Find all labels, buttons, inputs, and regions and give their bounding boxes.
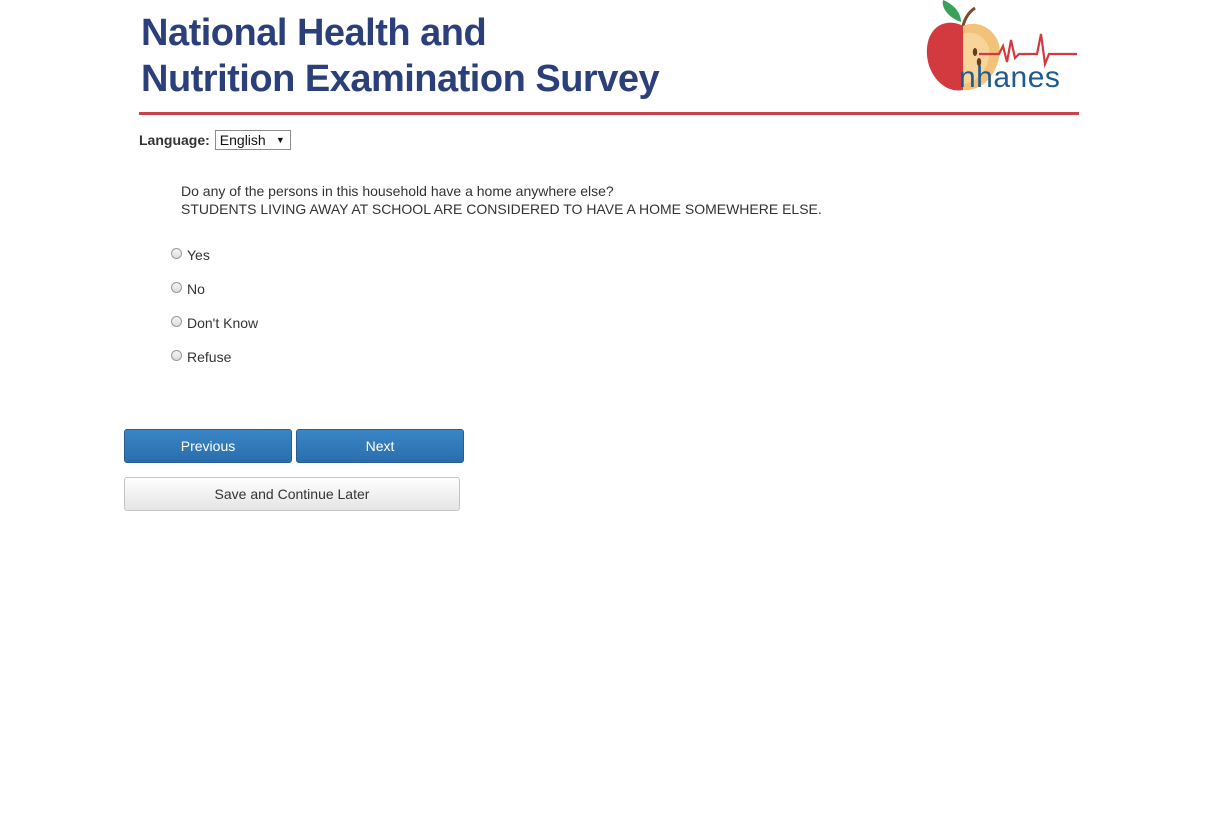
- dropdown-caret-icon: ▼: [275, 135, 285, 145]
- question-instruction: STUDENTS LIVING AWAY AT SCHOOL ARE CONSIDERED TO HAVE A HOME SOMEWHERE ELSE.: [181, 201, 822, 217]
- option-label: Yes: [187, 247, 210, 263]
- site-header: [139, 0, 1079, 112]
- option-label: Don't Know: [187, 315, 259, 331]
- option-yes[interactable]: [171, 245, 258, 265]
- save-and-continue-later-button[interactable]: Save and Continue Later: [124, 477, 460, 511]
- language-label: Language:: [139, 132, 210, 148]
- previous-button[interactable]: Previous: [124, 429, 292, 463]
- language-select[interactable]: [215, 130, 291, 150]
- answer-options: [171, 245, 258, 381]
- radio-button[interactable]: [171, 350, 182, 361]
- radio-button[interactable]: [171, 282, 182, 293]
- language-select-value: English: [219, 132, 266, 148]
- radio-button[interactable]: [171, 316, 182, 327]
- radio-button[interactable]: [171, 248, 182, 259]
- question-text: Do any of the persons in this household have a home anywhere else?: [181, 183, 614, 199]
- site-title: [141, 10, 659, 102]
- nhanes-logo: [919, 0, 1079, 100]
- option-label: Refuse: [187, 349, 232, 365]
- option-label: No: [187, 281, 205, 297]
- language-selector-row: [139, 130, 291, 150]
- site-title-line-2: Nutrition Examination Survey: [141, 58, 660, 100]
- option-dont-know[interactable]: [171, 313, 258, 333]
- next-button[interactable]: Next: [296, 429, 464, 463]
- header-divider: [139, 112, 1079, 115]
- option-no[interactable]: [171, 279, 258, 299]
- option-refuse[interactable]: [171, 347, 258, 367]
- site-title-line-1: National Health and: [141, 12, 487, 54]
- logo-text: nhanes: [959, 61, 1061, 94]
- question-block: [181, 182, 822, 218]
